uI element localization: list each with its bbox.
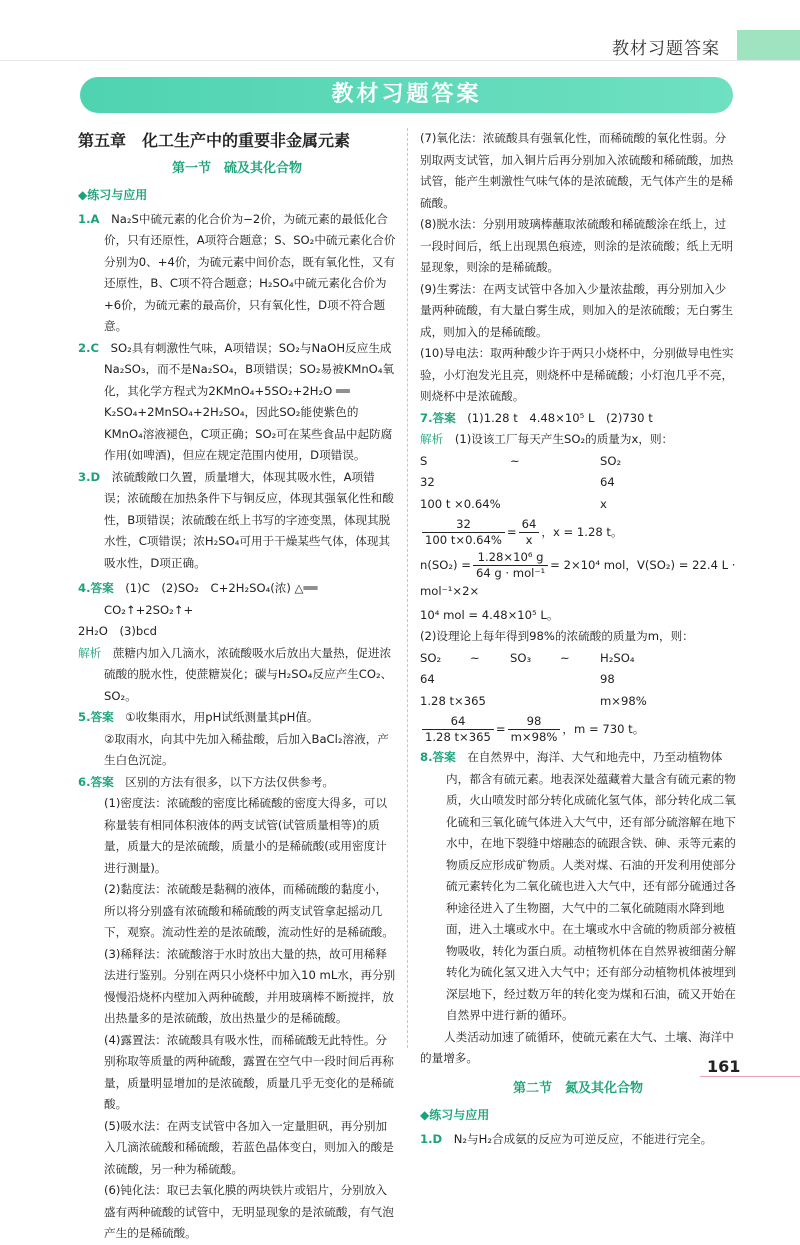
answer-8-number: 8.答案 <box>420 750 456 764</box>
answer-4-analysis <box>78 643 396 708</box>
section2-answer-1-number: 1.D <box>420 1131 443 1146</box>
calc-cell: 1.28 t×365 <box>420 693 486 708</box>
answer-6-intro: 区别的方法有很多，以下方法仅供参考。 <box>125 774 334 789</box>
calc-cell: x <box>600 496 607 511</box>
answer-7-result: (1)1.28 t 4.48×10⁵ L (2)730 t <box>467 410 653 425</box>
answer-3-text: 浓硫酸敞口久置，质量增大，体现其吸水性，A项错误；浓硫酸在加热条件下与铜反应，体现其强氧化性和酸性，B项错误；浓硫酸在纸上书写的字迹变黑，体现其脱水性，C项错误；浓H₂SO₄可用于干燥某些气体，体现其吸水性，D项正确。 <box>104 469 394 570</box>
fraction: $\frac{98}{m\times 98\%}$ <box>508 714 561 745</box>
calc-cell: SO₃ <box>510 650 532 665</box>
page-banner: 教材习题答案 <box>80 77 733 113</box>
analysis-label: 解析 <box>78 645 102 660</box>
answer-4 <box>78 578 396 621</box>
answer-3-number: 3.D <box>78 469 101 484</box>
fraction: $\frac{64}{1.28 t\times 365}$ <box>422 714 494 745</box>
answer-5-line-a: ①收集雨水，用pH试纸测量其pH值。 <box>125 710 319 724</box>
fraction: $\frac{32}{100 t\times 0.64\%}$ <box>422 517 505 548</box>
section2-answer-1 <box>420 1129 736 1151</box>
answer-1-text: Na₂S中硫元素的化合价为−2价，为硫元素的最低化合价，只有还原性，A项符合题意；S、SO₂中硫元素化合价分别为0、+4价，为硫元素中间价态，既有氧化性，又有还原性，B、C项不符合题意；H₂SO₄中硫元素化合价为+6价，为硫元素的最高价，只有氧化性，D项不符合题意。 <box>104 211 396 333</box>
section2-answer-1-text: N₂与H₂合成氨的反应为可逆反应，不能进行完全。 <box>453 1131 713 1146</box>
footer-rule <box>700 1076 800 1077</box>
answer-8-conclusion: 人类活动加速了硫循环，使硫元素在大气、土壤、海洋中的量增多。 <box>420 1029 734 1065</box>
answer-1-number: 1.A <box>78 211 100 226</box>
calc-cell: 32 <box>420 475 435 489</box>
answer-6-method-7: (7)氧化法：浓硫酸具有强氧化性，而稀硫酸的氧化性弱。分别取两支试管，加入铜片后再分别加入浓硫酸和稀硫酸，加热试管，能产生刺激性气味气体的是浓硫酸，无气体产生的是稀硫酸。 <box>420 131 734 210</box>
column-divider <box>407 128 408 1048</box>
answer-7-part-2: (2)设理论上每年得到98%的浓硫酸的质量为m，则： <box>420 629 694 643</box>
answer-1 <box>78 209 396 338</box>
answer-4-analysis-text: 蔗糖内加入几滴水，浓硫酸吸水后放出大量热，促进浓硫酸的脱水性，使蔗糖炭化；碳与H₂SO₄反应产生CO₂、SO₂。 <box>104 645 393 703</box>
answer-4-line-a: (1)C (2)SO₂ C+2H₂SO₄(浓) △══ CO₂↑+2SO₂↑+ <box>104 581 318 617</box>
page-number: 161 <box>707 1057 741 1076</box>
answer-6-method-10: (10)导电法：取两种酸少许于两只小烧杯中，分别做导电性实验，小灯泡发光且亮，则烧杯中是稀硫酸；小灯泡几乎不亮，则烧杯中是浓硫酸。 <box>420 346 734 403</box>
calc-row-1 <box>420 451 736 473</box>
formula-3: $\frac{64}{1.28 t\times 365}$ = $\frac{98}{m\times 98\%}$ ，m = 730 t。 <box>420 714 736 745</box>
calc2-row-1 <box>420 648 736 670</box>
answer-7-analysis <box>420 429 736 451</box>
calc-cell: 100 t ×0.64% <box>420 496 501 511</box>
calc-row-2 <box>420 472 736 494</box>
formula-1: $\frac{32}{100 t\times 0.64\%}$ = $\frac{64}{x}$ ，x = 1.28 t。 <box>420 517 736 548</box>
answer-6-number: 6.答案 <box>78 774 114 789</box>
fraction: $\frac{64}{x}$ <box>519 517 540 548</box>
calc-cell: S <box>420 453 428 468</box>
answer-6-method-9: (9)生雾法：在两支试管中各加入少量浓盐酸，再分别加入少量两种硫酸，有大量白雾生成，则加入的是浓硫酸；无白雾生成，则加入的是稀硫酸。 <box>420 281 734 339</box>
calc2-row-3 <box>420 691 736 713</box>
left-column <box>78 128 396 1245</box>
answer-6-method-2: (2)黏度法：浓硫酸是黏稠的液体，而稀硫酸的黏度小，所以将分别盛有浓硫酸和稀硫酸的两支试管拿起摇动几下，观察。流动性差的是浓硫酸，流动性好的是稀硫酸。 <box>104 882 394 939</box>
calc-cell: H₂SO₄ <box>600 650 635 665</box>
calc-cell: 64 <box>420 672 435 686</box>
calc-cell: ~ <box>510 453 520 468</box>
answer-7-number: 7.答案 <box>420 410 456 425</box>
calc-cell: SO₂ <box>600 453 622 468</box>
answer-5 <box>78 707 396 729</box>
calc-cell: SO₂ <box>420 650 442 665</box>
answer-6-method-5: (5)吸水法：在两支试管中各加入一定量胆矾，再分别加入几滴浓硫酸和稀硫酸，若蓝色晶体变白，则加入的酸是浓硫酸，另一种为稀硫酸。 <box>104 1118 394 1176</box>
answer-6-method-3: (3)稀释法：浓硫酸溶于水时放出大量的热，故可用稀释法进行鉴别。分别在两只小烧杯中加入10 mL水，再分别慢慢沿烧杯内壁加入两种硫酸，并用玻璃棒不断搅拌，放出热量多的是浓硫酸，放出热量少的是稀硫酸。 <box>104 946 396 1025</box>
answer-6-method-4: (4)露置法：浓硫酸具有吸水性，而稀硫酸无此特性。分别称取等质量的两种硫酸，露置在空气中一段时间后再称量，质量明显增加的是浓硫酸，质量几乎无变化的是稀硫酸。 <box>104 1032 394 1111</box>
answer-6 <box>78 772 396 794</box>
formula-2-end: 10⁴ mol = 4.48×10⁵ L。 <box>420 607 559 622</box>
calc-cell: ~ <box>560 650 570 665</box>
answer-4-number: 4.答案 <box>78 581 114 595</box>
header-tab-decoration <box>737 30 800 60</box>
answer-7-analysis-text: (1)设该工厂每天产生SO₂的质量为x，则： <box>454 432 674 446</box>
answer-8 <box>420 747 736 1027</box>
answer-7 <box>420 408 736 430</box>
calc-cell: 98 <box>600 672 615 686</box>
right-column <box>420 128 736 1150</box>
chapter-title: 第五章 化工生产中的重要非金属元素 <box>78 131 351 150</box>
practice-heading: ◆练习与应用 <box>78 188 148 202</box>
answer-2-text: SO₂具有刺激性气味，A项错误；SO₂与NaOH反应生成Na₂SO₃，而不是Na₂SO₄，B项错误；SO₂易被KMnO₄氧化，其化学方程式为2KMnO₄+5SO₂+2H₂O ══ K₂SO₄+2MnSO₄+2H₂SO₄，因此SO₂能使紫色的KMnO₄溶液褪色，C项正确；SO₂可在某些食品中起防腐作用(如啤酒)，但应在规定范围内使用，D项错误。 <box>104 340 395 462</box>
fraction: $\frac{\text{1.28×10⁶ g}}{\text{64 g · mol⁻¹}}$ <box>473 550 548 581</box>
answer-5-number: 5.答案 <box>78 710 114 724</box>
answer-8-text: 在自然界中，海洋、大气和地壳中，乃至动植物体内，都含有硫元素。地表深处蕴藏着大量含有硫元素的物质，火山喷发时部分转化成硫化氢气体，部分转化成二氧化硫和三氧化硫气体进入大气中，还有部分硫溶解在地下水中，在地下裂缝中熔融态的硫跟含铁、砷、汞等元素的物质反应形成矿物质。人类对煤、石油的开发利用使部分硫元素转化为二氧化硫也进入大气中，还有部分硫通过各种途径进入了生物圈，大气中的二氧化硫随雨水降到地面，进入土壤或水中。在土壤或水中含硫的物质部分被植物吸收，转化为蛋白质。动植物机体在自然界被细菌分解转化为硫化氢又进入大气中；还有部分动植物机体被埋到深层地下，经过数万年的转化变为煤和石油，硫又开始在自然界中进行新的循环。 <box>446 750 736 1022</box>
running-header: 教材习题答案 <box>612 39 720 59</box>
calc-cell: m×98% <box>600 693 647 708</box>
calc-row-3 <box>420 494 736 516</box>
section-title-1: 第一节 硫及其化合物 <box>171 160 302 176</box>
answer-3 <box>78 467 396 575</box>
formula-2: n(SO₂) = $\frac{\text{1.28×10⁶ g}}{\text{64 g · mol⁻¹}}$ = 2×10⁴ mol，V(SO₂) = 22.4 L · mol⁻¹×2× <box>420 550 736 598</box>
analysis-label-7: 解析 <box>420 432 444 446</box>
calc-cell: ~ <box>470 650 480 665</box>
calc-cell: 64 <box>600 475 615 489</box>
answer-2 <box>78 338 396 467</box>
section-title-2: 第二节 氮及其化合物 <box>512 1080 643 1096</box>
answer-5-line-b: ②取雨水，向其中先加入稀盐酸，后加入BaCl₂溶液，产生白色沉淀。 <box>104 731 389 767</box>
calc2-row-2 <box>420 669 736 691</box>
practice-heading-2: ◆练习与应用 <box>420 1108 490 1122</box>
answer-4-line-b: 2H₂O (3)bcd <box>78 624 157 638</box>
answer-6-method-6: (6)钝化法：取已去氧化膜的两块铁片或铝片，分别放入盛有两种硫酸的试管中，无明显现象的是浓硫酸，有气泡产生的是稀硫酸。 <box>104 1183 394 1240</box>
header-rule <box>0 60 800 61</box>
answer-6-method-8: (8)脱水法：分别用玻璃棒蘸取浓硫酸和稀硫酸涂在纸上，过一段时间后，纸上出现黑色痕迹，则涂的是浓硫酸；纸上无明显现象，则涂的是稀硫酸。 <box>420 217 734 274</box>
answer-6-method-1: (1)密度法：浓硫酸的密度比稀硫酸的密度大得多，可以称量装有相同体积液体的两支试管(试管质量相等)的质量，质量大的是浓硫酸，质量小的是稀硫酸(或用密度计进行测量)。 <box>104 796 388 875</box>
answer-2-number: 2.C <box>78 340 99 355</box>
